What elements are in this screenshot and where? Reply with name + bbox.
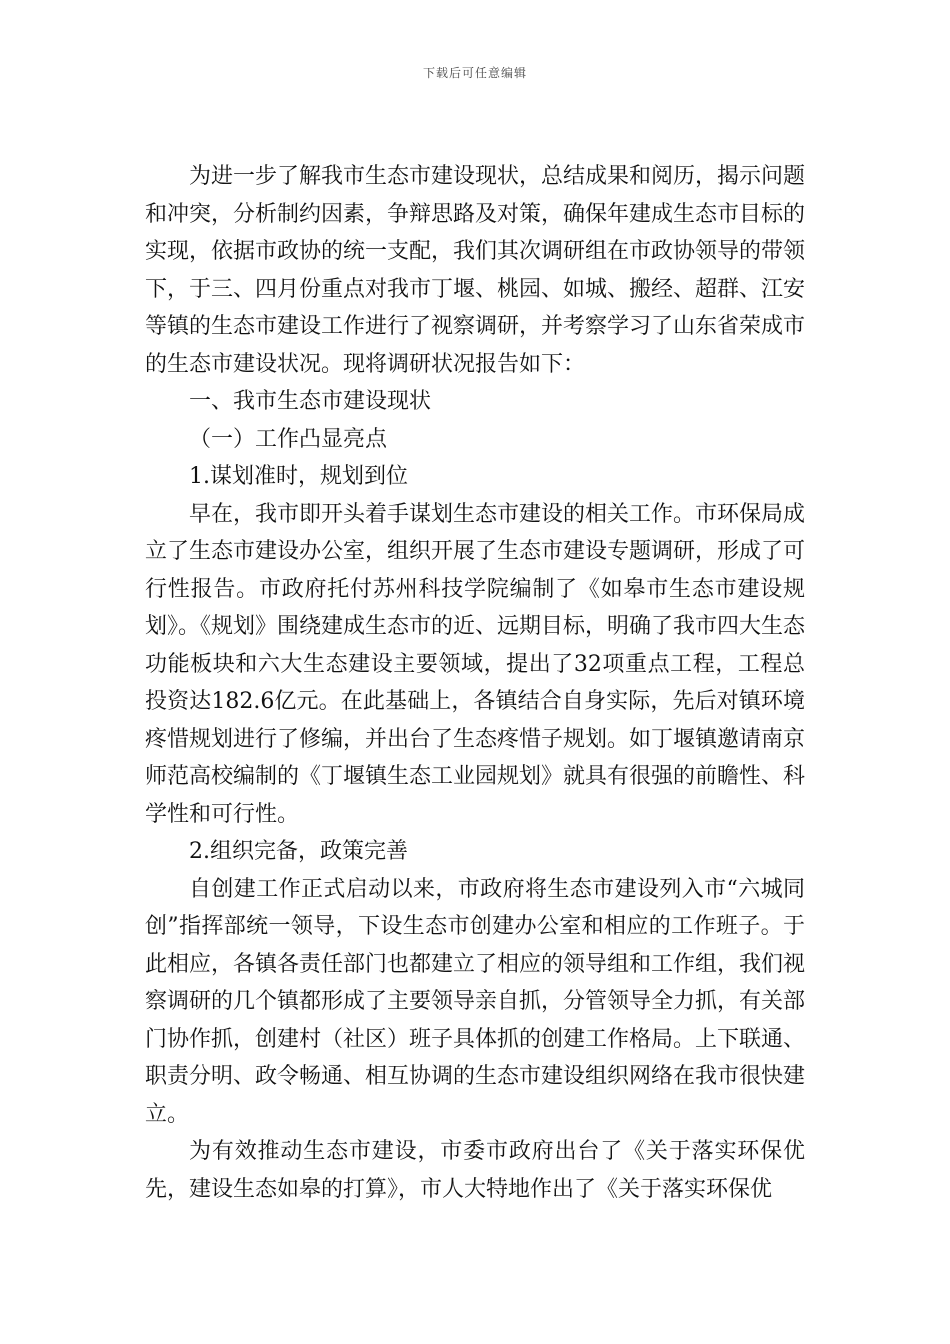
subsection-heading: （一）工作凸显亮点 [189,426,388,452]
page-header-note: 下载后可任意编辑 [422,66,527,80]
item-paragraph-2a: 自创建工作正式启动以来，市政府将生态市建设列入市“六城同创”指挥部统一领导，下设生态市创建办公室和相应的工作班子。于此相应，各镇各责任部门也都建立了相应的领导组和工作组，我们视察调研的几个镇都形成了主要领导亲自抓，分管领导全力抓，有关部门协作抓，创建村（社区）班子具体抓的创建工作格局。上下联通、职责分明、政令畅通、相互协调的生态市建设组织网络在我市很快建立。 [145,876,806,1127]
item-paragraph-1: 早在，我市即开头着手谋划生态市建设的相关工作。市环保局成立了生态市建设办公室，组织开展了生态市建设专题调研，形成了可行性报告。市政府托付苏州科技学院编制了《如皋市生态市建设规划》。《规划》围绕建成生态市的近、远期目标，明确了我市四大生态功能板块和六大生态建设主要领域，提出了32项重点工程，工程总投资达182.6亿元。在此基础上，各镇结合自身实际，先后对镇环境疼惜规划进行了修编，并出台了生态疼惜子规划。如丁堰镇邀请南京师范高校编制的《丁堰镇生态工业园规划》就具有很强的前瞻性、科学性和可行性。 [145,501,806,827]
item-paragraph-2b: 为有效推动生态市建设，市委市政府出台了《关于落实环保优先，建设生态如皋的打算》，市人大特地作出了《关于落实环保优 [145,1139,805,1202]
item-heading-1: 1.谋划准时，规划到位 [189,464,408,489]
intro-paragraph: 为进一步了解我市生态市建设现状，总结成果和阅历，揭示问题和冲突，分析制约因素，争辩思路及对策，确保年建成生态市目标的实现，依据市政协的统一支配，我们其次调研组在市政协领导的带领下，于三、四月份重点对我市丁堰、桃园、如城、搬经、超群、江安等镇的生态市建设工作进行了视察调研，并考察学习了山东省荣成市的生态市建设状况。现将调研状况报告如下： [145,164,806,377]
section-heading: 一、我市生态市建设现状 [189,389,432,414]
item-heading-2: 2.组织完备，政策完善 [189,839,408,864]
document-body [145,158,805,1208]
